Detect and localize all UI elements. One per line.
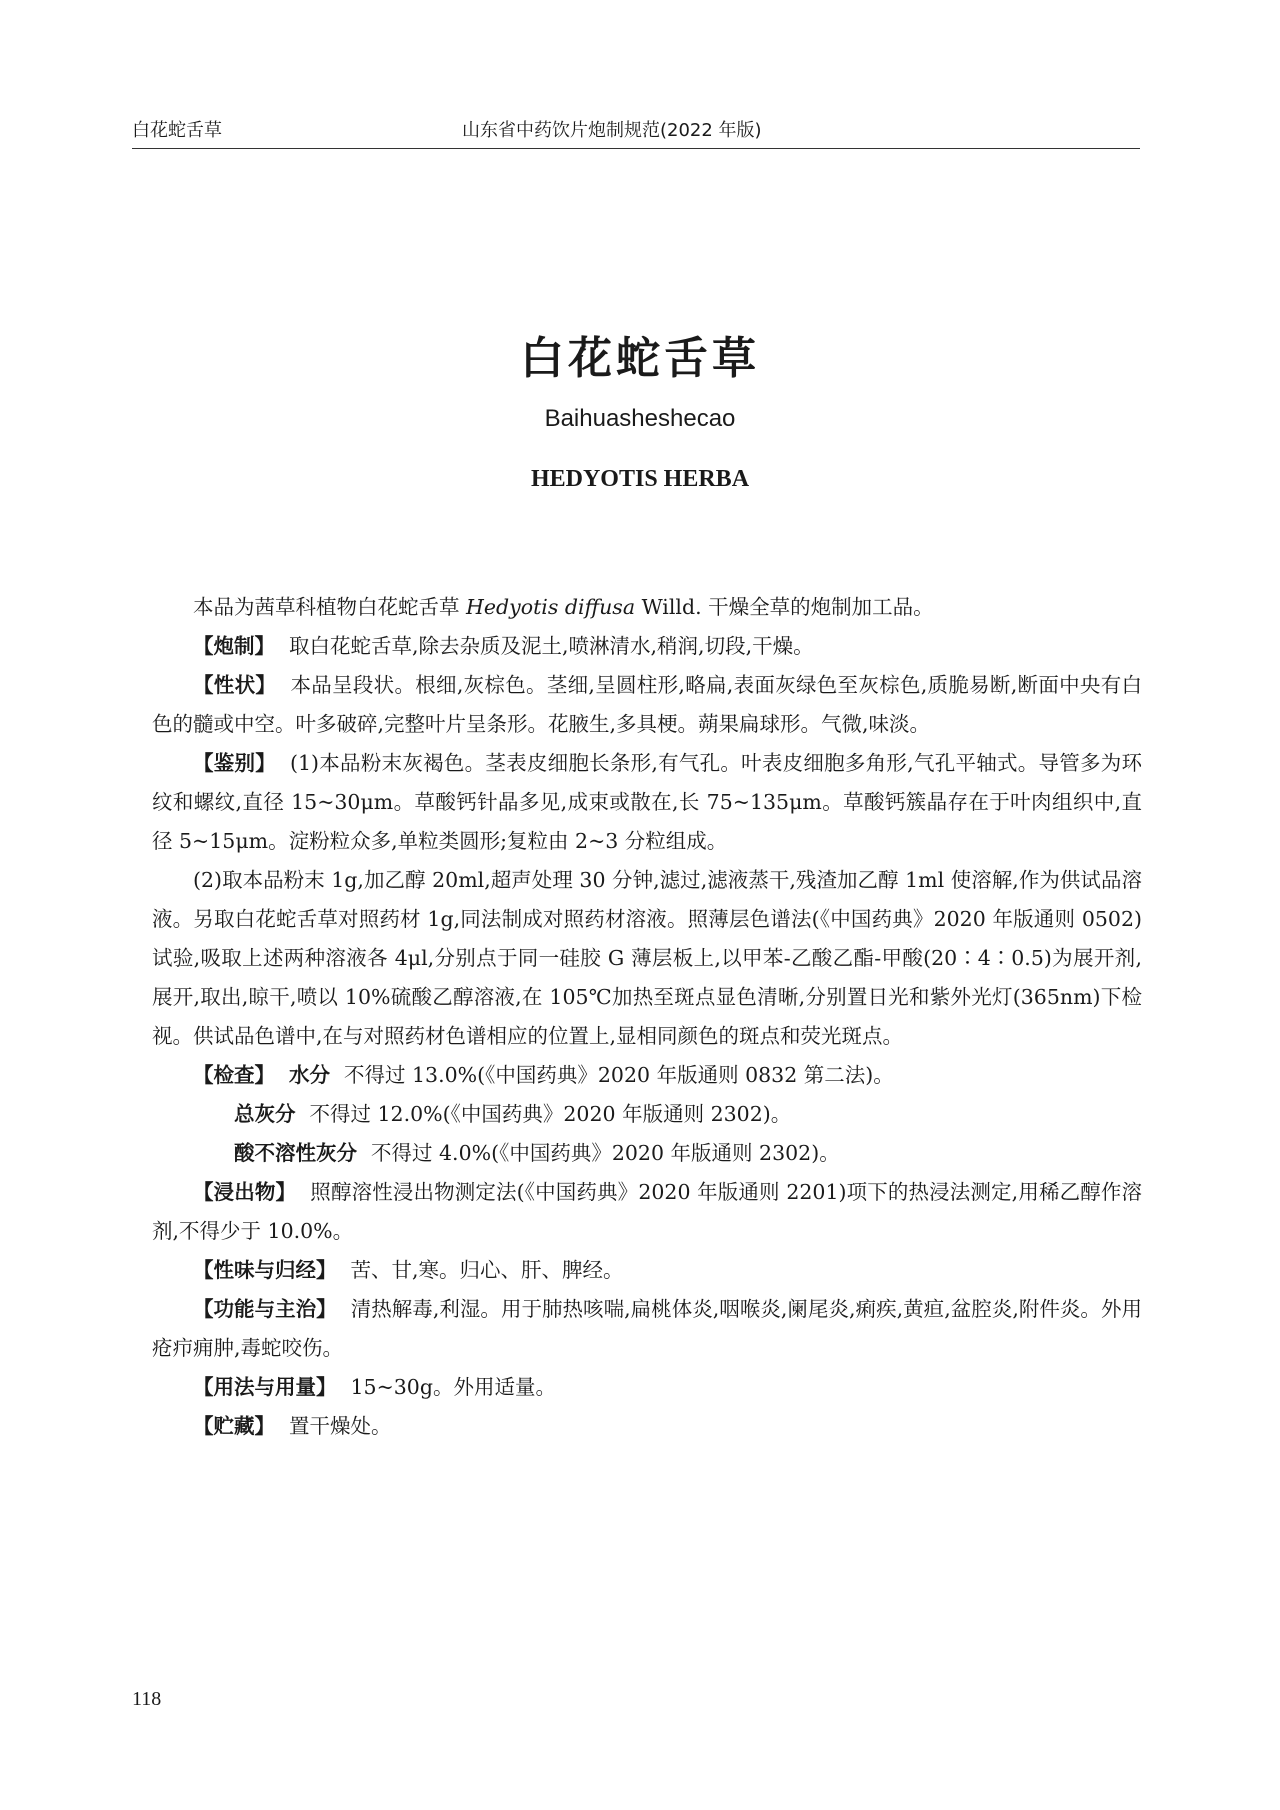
description-paragraph: [152, 666, 1142, 744]
inspection-paragraph: [152, 1056, 1142, 1095]
identification-text-2: (2)取本品粉末 1g,加乙醇 20ml,超声处理 30 分钟,滤过,滤液蒸干,残渣加乙醇 1ml 使溶解,作为供试品溶液。另取白花蛇舌草对照药材 1g,同法制成对照药材溶液。照薄层色谱法(《中国药典》2020 年版通则 0502)试验,吸取上述两种溶液各 4μl,分别点于同一硅胶 G 薄层板上,以甲苯-乙酸乙酯-甲酸(20∶4∶0.5)为展开剂,展开,取出,晾干,喷以 10%硫酸乙醇溶液,在 105℃加热至斑点显色清晰,分别置日光和紫外光灯(365nm)下检视。供试品色谱中,在与对照药材色谱相应的位置上,显相同颜色的斑点和荧光斑点。: [152, 868, 1142, 1048]
processing-text: 取白花蛇舌草,除去杂质及泥土,喷淋清水,稍润,切段,干燥。: [289, 634, 814, 658]
total-ash-subheading: 总灰分: [234, 1102, 296, 1126]
dosage-paragraph: [152, 1368, 1142, 1407]
nature-paragraph: [152, 1251, 1142, 1290]
storage-text: 置干燥处。: [289, 1414, 392, 1438]
monograph-body: [152, 588, 1142, 1446]
function-heading: 【功能与主治】: [193, 1297, 337, 1321]
intro-text-after: Willd. 干燥全草的炮制加工品。: [635, 595, 934, 619]
total-ash-paragraph: [152, 1095, 1142, 1134]
running-header: [132, 112, 1140, 149]
storage-paragraph: [152, 1407, 1142, 1446]
identification-heading: 【鉴别】: [193, 751, 277, 775]
description-text: 本品呈段状。根细,灰棕色。茎细,呈圆柱形,略扁,表面灰绿色至灰棕色,质脆易断,断面中央有白色的髓或中空。叶多破碎,完整叶片呈条形。花腋生,多具梗。蒴果扁球形。气微,味淡。: [152, 673, 1142, 736]
latin-name: HEDYOTIS HERBA: [530, 466, 750, 492]
acid-insoluble-ash-subheading: 酸不溶性灰分: [234, 1141, 357, 1165]
extract-heading: 【浸出物】: [193, 1180, 297, 1204]
nature-text: 苦、甘,寒。归心、肝、脾经。: [350, 1258, 624, 1282]
function-paragraph: [152, 1290, 1142, 1368]
header-section-title: 白花蛇舌草: [132, 120, 222, 141]
inspection-heading: 【检查】: [193, 1063, 275, 1087]
pinyin-name: Baihuasheshecao: [544, 405, 736, 432]
processing-heading: 【炮制】: [193, 634, 275, 658]
function-text: 清热解毒,利湿。用于肺热咳喘,扁桃体炎,咽喉炎,阑尾炎,痢疾,黄疸,盆腔炎,附件炎。外用疮疖痈肿,毒蛇咬伤。: [152, 1297, 1142, 1360]
processing-paragraph: [152, 627, 1142, 666]
identification-paragraph-2: [152, 861, 1142, 1056]
extract-text: 照醇溶性浸出物测定法(《中国药典》2020 年版通则 2201)项下的热浸法测定,用稀乙醇作溶剂,不得少于 10.0%。: [152, 1180, 1142, 1243]
dosage-heading: 【用法与用量】: [193, 1375, 337, 1399]
page-number: 118: [132, 1688, 162, 1710]
page-title: 白花蛇舌草: [520, 333, 760, 384]
identification-paragraph-1: [152, 744, 1142, 861]
total-ash-text: 不得过 12.0%(《中国药典》2020 年版通则 2302)。: [309, 1102, 792, 1126]
acid-insoluble-ash-paragraph: [152, 1134, 1142, 1173]
moisture-text: 不得过 13.0%(《中国药典》2020 年版通则 0832 第二法)。: [344, 1063, 894, 1087]
nature-heading: 【性味与归经】: [193, 1258, 337, 1282]
species-name: Hedyotis diffusa: [466, 595, 636, 619]
moisture-subheading: 水分: [289, 1063, 330, 1087]
description-heading: 【性状】: [193, 673, 277, 697]
extract-paragraph: [152, 1173, 1142, 1251]
intro-paragraph: [152, 588, 1142, 627]
storage-heading: 【贮藏】: [193, 1414, 275, 1438]
dosage-text: 15~30g。外用适量。: [350, 1375, 556, 1399]
header-book-title: 山东省中药饮片炮制规范(2022 年版): [462, 120, 762, 141]
acid-insoluble-ash-text: 不得过 4.0%(《中国药典》2020 年版通则 2302)。: [371, 1141, 840, 1165]
intro-text-before: 本品为茜草科植物白花蛇舌草: [193, 595, 467, 619]
identification-text-1: (1)本品粉末灰褐色。茎表皮细胞长条形,有气孔。叶表皮细胞多角形,气孔平轴式。导管多为环纹和螺纹,直径 15~30μm。草酸钙针晶多见,成束或散在,长 75~135μm。草酸钙簇晶存在于叶肉组织中,直径 5~15μm。淀粉粒众多,单粒类圆形;复粒由 2~3 分粒组成。: [152, 751, 1142, 853]
